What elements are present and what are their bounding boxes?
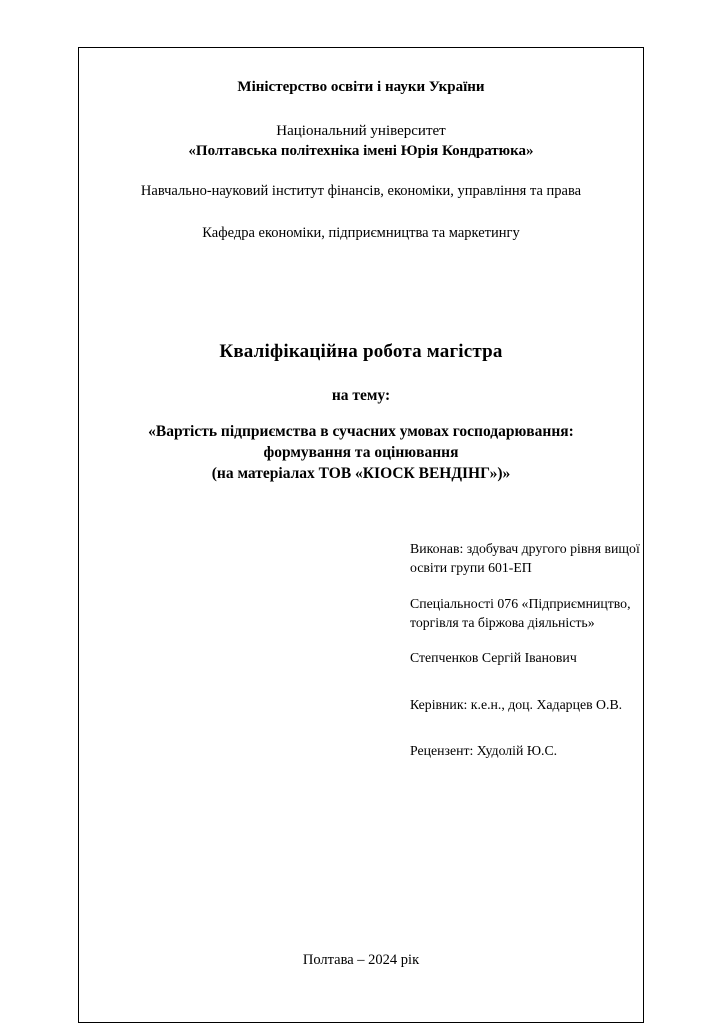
performer-block (410, 540, 650, 577)
topic-line-1: «Вартість підприємства в сучасних умовах господарювання: (148, 423, 574, 441)
university-line-1: Національний університет (276, 122, 446, 139)
on-topic-label: на тему: (331, 386, 391, 404)
ministry-line: Міністерство освіти і науки України (237, 79, 485, 95)
department-line: Кафедра економіки, підприємництва та маркетингу (202, 224, 520, 241)
topic-line-3: (на матеріалах ТОВ «КІОСК ВЕНДІНГ»)» (211, 465, 511, 483)
spacer (104, 161, 618, 182)
spacer (104, 406, 618, 421)
performer-line-1: Виконав: здобувач другого рівня вищої (410, 541, 640, 557)
performer-line-2: освіти групи 601-ЕП (410, 559, 532, 575)
specialty-line-1: Спеціальності 076 «Підприємництво, (410, 596, 631, 612)
reviewer-name: Рецензент: Худолій Ю.С. (410, 743, 558, 759)
university-block (104, 122, 618, 162)
institute-line: Навчально-науковий інститут фінансів, економіки, управління та права (140, 183, 582, 200)
spacer (104, 98, 618, 122)
specialty-line-2: торгівля та біржова діяльність» (410, 614, 595, 630)
spacer (104, 484, 618, 540)
specialty-block (410, 595, 650, 632)
footer-place-year: Полтава – 2024 рік (302, 952, 420, 968)
spacer (104, 364, 618, 386)
university-line-2: «Полтавська політехніка імені Юрія Кондратюка» (188, 142, 534, 159)
spacer (104, 243, 618, 339)
topic-block (104, 421, 618, 484)
author-name: Степченков Сергій Іванович (410, 650, 577, 666)
signature-block (410, 540, 650, 760)
title-page-content (78, 47, 644, 1023)
author-block (410, 649, 650, 667)
supervisor-block (410, 696, 650, 714)
topic-line-2: формування та оцінювання (263, 444, 459, 462)
supervisor-name: Керівник: к.е.н., доц. Хадарцев О.В. (410, 696, 623, 712)
reviewer-block (410, 742, 650, 760)
spacer (104, 202, 618, 224)
work-type-title: Кваліфікаційна робота магістра (219, 340, 503, 362)
